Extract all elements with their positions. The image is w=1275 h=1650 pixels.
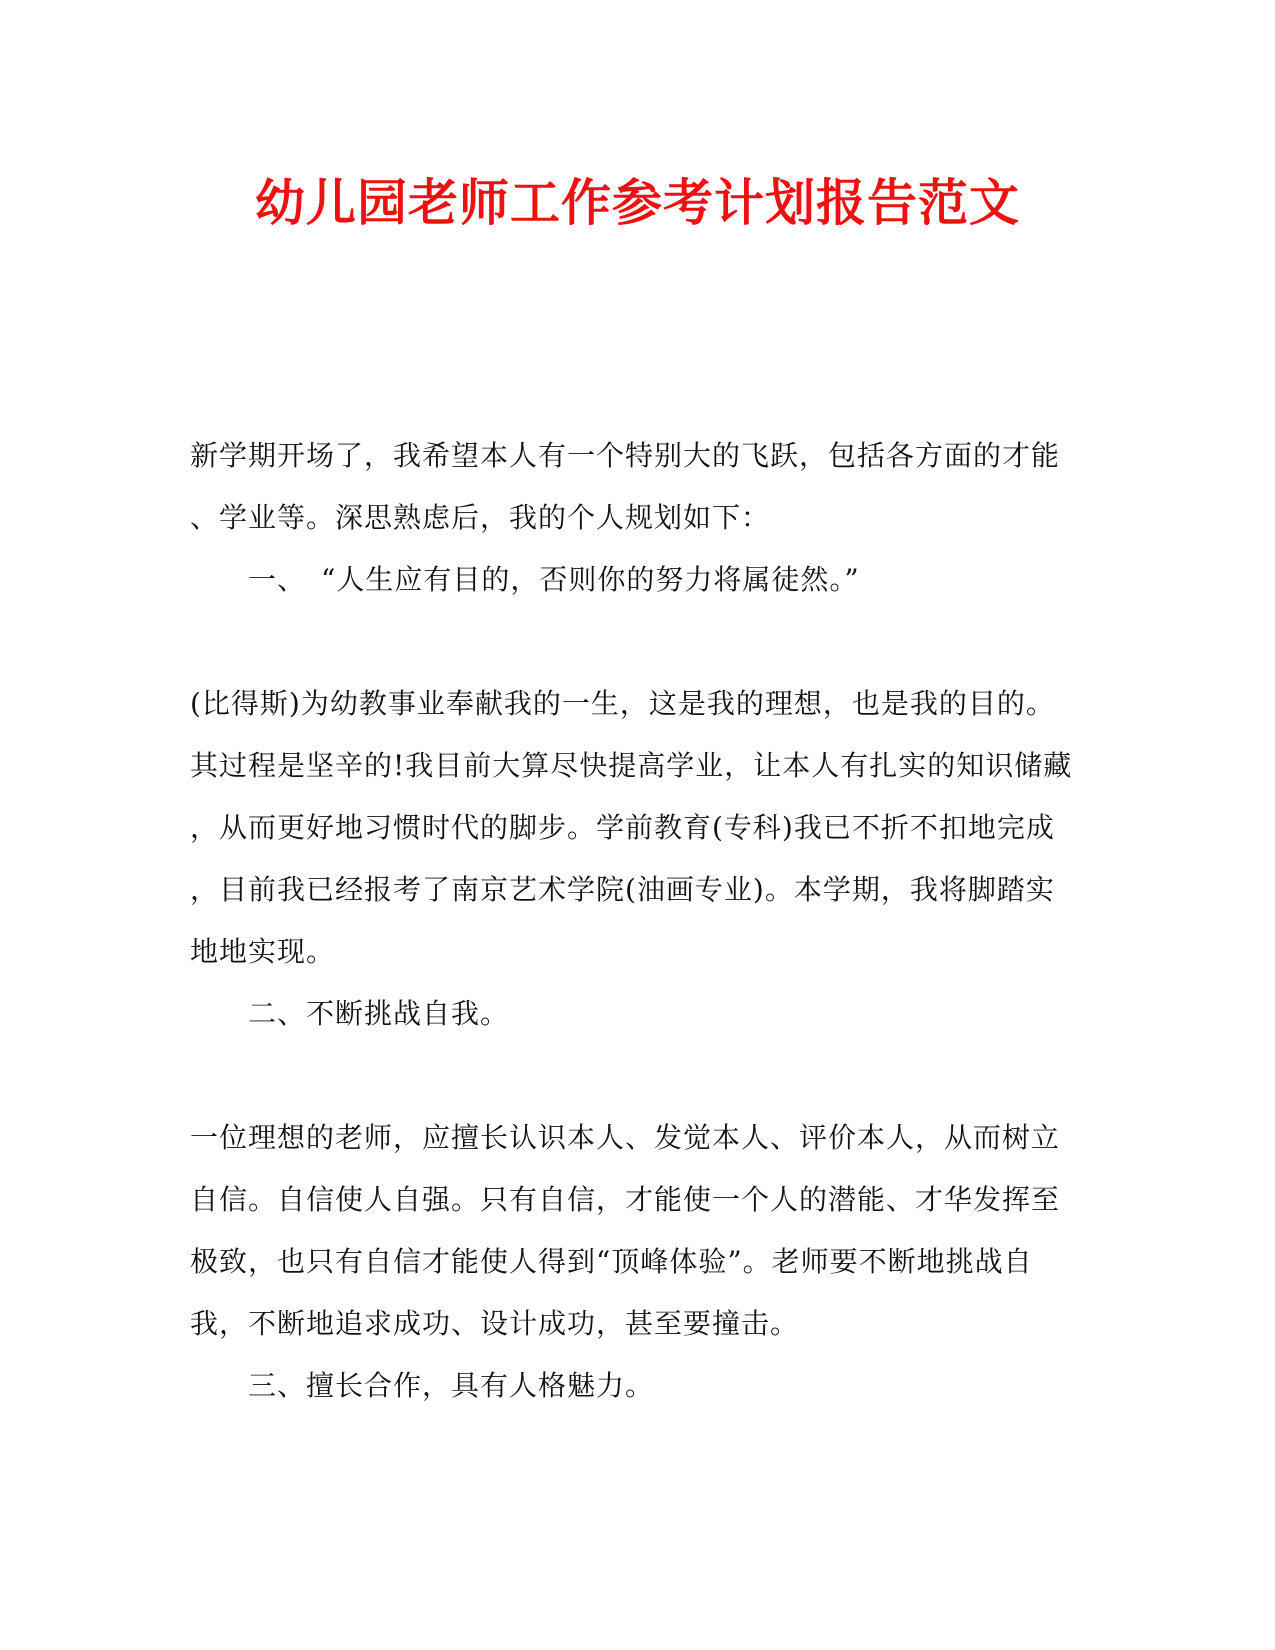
paragraph-line: 我，不断地追求成功、设计成功，甚至要撞击。: [190, 1307, 800, 1340]
paragraph-line: 地地实现。: [190, 935, 336, 968]
section-heading-1: 一、 “人生应有目的，否则你的努力将属徒然。”: [248, 563, 860, 596]
paragraph-line: (比得斯)为幼教事业奉献我的一生，这是我的理想，也是我的目的。: [190, 687, 1055, 720]
paragraph-line: 其过程是坚辛的!我目前大算尽快提高学业，让本人有扎实的知识储藏: [190, 749, 1073, 782]
paragraph-line: 、学业等。深思熟虑后，我的个人规划如下：: [190, 501, 771, 534]
paragraph-line: 自信。自信使人自强。只有自信，才能使一个人的潜能、才华发挥至: [190, 1183, 1061, 1216]
paragraph-line: ，目前我已经报考了南京艺术学院(油画专业)。本学期，我将脚踏实: [190, 873, 1055, 906]
paragraph-line: 极致，也只有自信才能使人得到“顶峰体验”。老师要不断地挑战自: [190, 1245, 1033, 1278]
paragraph-line: ，从而更好地习惯时代的脚步。学前教育(专科)我已不折不扣地完成: [190, 811, 1055, 844]
paragraph-line: 新学期开场了，我希望本人有一个特别大的飞跃，包括各方面的才能: [190, 439, 1061, 472]
section-heading-3: 三、擅长合作，具有人格魅力。: [248, 1369, 655, 1402]
document-title: 幼儿园老师工作参考计划报告范文: [255, 174, 1020, 232]
section-heading-2: 二、不断挑战自我。: [248, 997, 510, 1030]
paragraph-line: 一位理想的老师，应擅长认识本人、发觉本人、评价本人，从而树立: [190, 1121, 1061, 1154]
